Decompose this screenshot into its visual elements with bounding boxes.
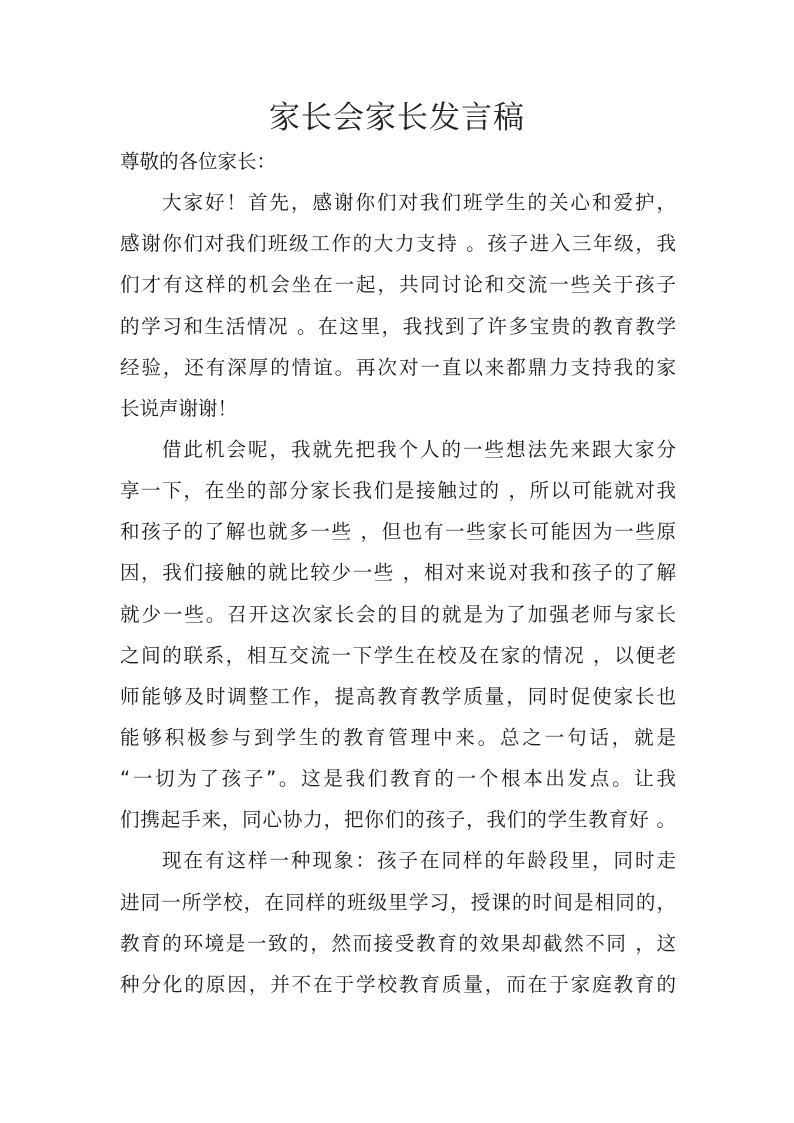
paragraph-2-line-9: “一切为了孩子”。这是我们教育的一个根本出发点。让我	[120, 767, 676, 790]
paragraph-2-line-4: 因，我们接触的就比较少一些 ，相对来说对我和孩子的了解	[120, 561, 676, 584]
paragraph-3-line-2: 进同一所学校，在同样的班级里学习，授课的时间是相同的，	[120, 891, 676, 914]
paragraph-2-line-8: 能够积极参与到学生的教育管理中来。总之一句话，就是	[120, 726, 676, 749]
paragraph-2-line-10: 们携起手来，同心协力，把你们的孩子，我们的学生教育好 。	[120, 808, 676, 831]
paragraph-1-line-5: 经验，还有深厚的情谊。再次对一直以来都鼎力支持我的家	[120, 356, 676, 379]
paragraph-1-line-6: 长说声谢谢！	[120, 397, 238, 420]
greeting-line: 尊敬的各位家长：	[120, 150, 277, 173]
paragraph-2-line-1: 借此机会呢，我就先把我个人的一些想法先来跟大家分	[162, 438, 676, 461]
paragraph-1-line-2: 感谢你们对我们班级工作的大力支持 。孩子进入三年级，我	[120, 232, 676, 255]
paragraph-2-line-2: 享一下，在坐的部分家长我们是接触过的 ，所以可能就对我	[120, 479, 676, 502]
paragraph-3-line-1: 现在有这样一种现象：孩子在同样的年龄段里，同时走	[162, 849, 676, 872]
paragraph-3-line-4: 种分化的原因，并不在于学校教育质量，而在于家庭教育的	[120, 973, 676, 996]
paragraph-2-line-5: 就少一些。召开这次家长会的目的就是为了加强老师与家长	[120, 603, 676, 626]
paragraph-1-line-1: 大家好！首先，感谢你们对我们班学生的关心和爱护，	[162, 191, 676, 214]
paragraph-1-line-3: 们才有这样的机会坐在一起，共同讨论和交流一些关于孩子	[120, 273, 676, 296]
paragraph-2-line-7: 师能够及时调整工作，提高教育教学质量，同时促使家长也	[120, 685, 676, 708]
paragraph-2-line-3: 和孩子的了解也就多一些 ，但也有一些家长可能因为一些原	[120, 520, 676, 543]
document-title: 家长会家长发言稿	[269, 100, 525, 136]
paragraph-2-line-6: 之间的联系，相互交流一下学生在校及在家的情况 ，以便老	[120, 644, 676, 667]
paragraph-3-line-3: 教育的环境是一致的，然而接受教育的效果却截然不同 ，这	[120, 932, 676, 955]
paragraph-1-line-4: 的学习和生活情况 。在这里，我找到了许多宝贵的教育教学	[120, 315, 676, 338]
